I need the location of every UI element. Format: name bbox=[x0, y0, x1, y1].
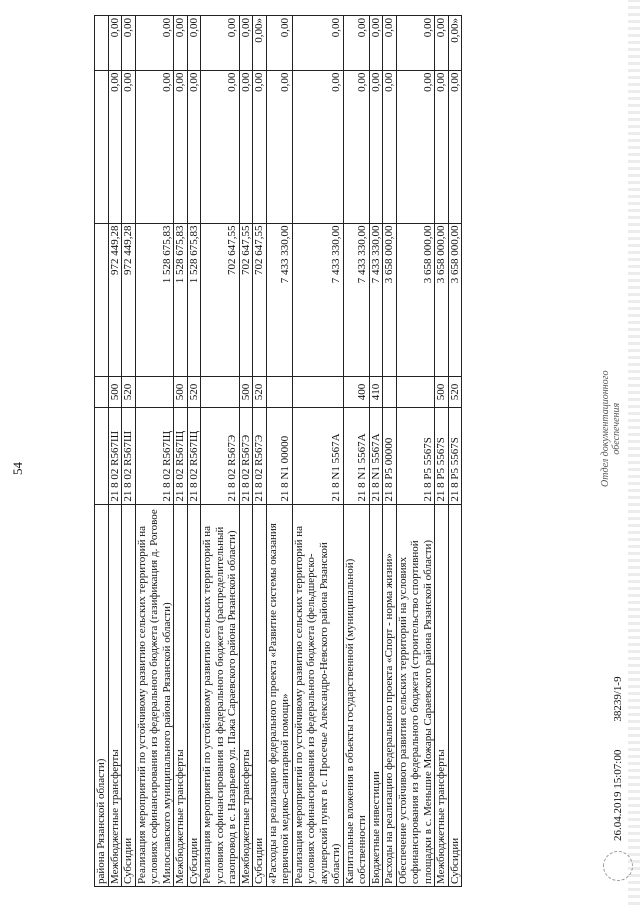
row-year3-cell: 0,00 bbox=[369, 16, 383, 71]
row-name-cell: Межбюджетные трансферты bbox=[435, 504, 449, 886]
row-code-cell: 21 8 02 R567Щ bbox=[187, 407, 201, 504]
row-type-cell: 500 bbox=[435, 377, 449, 408]
footer-doc-id: 38239/1-9 bbox=[612, 676, 624, 722]
row-year2-cell: 0,00 bbox=[135, 70, 174, 223]
row-amount-cell: 7 433 330,00 bbox=[343, 223, 369, 377]
row-code-cell: 21 8 02 R567Э bbox=[253, 407, 267, 504]
row-code-cell: 21 8 N1 5567А bbox=[369, 407, 383, 504]
row-type-cell: 520 bbox=[448, 377, 462, 408]
row-name-cell: Капитальные вложения в объекты государственной (муниципальной) собственности bbox=[343, 504, 369, 886]
row-type-cell: 410 bbox=[369, 377, 383, 408]
table-row bbox=[108, 16, 122, 887]
row-type-cell: 400 bbox=[343, 377, 369, 408]
row-year2-cell: 0,00 bbox=[383, 70, 397, 223]
row-year2-cell: 0,00 bbox=[253, 70, 267, 223]
row-year2-cell: 0,00 bbox=[435, 70, 449, 223]
table-row bbox=[135, 16, 174, 887]
department-stamp-line2: обеспечения bbox=[611, 402, 622, 455]
footer bbox=[603, 676, 633, 881]
row-amount-cell bbox=[95, 223, 109, 377]
row-type-cell: 500 bbox=[174, 377, 188, 408]
row-name-cell: района Рязанской области) bbox=[95, 504, 109, 886]
row-code-cell: 21 8 02 R567Э bbox=[201, 407, 240, 504]
table-row bbox=[174, 16, 188, 887]
table-row bbox=[201, 16, 240, 887]
table-row bbox=[435, 16, 449, 887]
row-type-cell: 500 bbox=[239, 377, 253, 408]
signature-mark-icon bbox=[603, 851, 633, 881]
row-year3-cell bbox=[95, 16, 109, 71]
row-code-cell: 21 8 P5 5567S bbox=[435, 407, 449, 504]
row-year3-cell: 0,00 bbox=[187, 16, 201, 71]
table-row bbox=[292, 16, 343, 887]
table-row bbox=[369, 16, 383, 887]
row-type-cell: 520 bbox=[122, 377, 136, 408]
table-row bbox=[448, 16, 462, 887]
row-type-cell bbox=[292, 377, 343, 408]
row-amount-cell: 3 658 000,00 bbox=[383, 223, 397, 377]
row-type-cell: 520 bbox=[253, 377, 267, 408]
row-year2-cell: 0,00 bbox=[201, 70, 240, 223]
row-amount-cell: 702 647,55 bbox=[201, 223, 240, 377]
row-year3-cell: 0,00 bbox=[174, 16, 188, 71]
row-year2-cell: 0,00 bbox=[108, 70, 122, 223]
row-name-cell: Расходы на реализацию федерального проекта «Спорт - норма жизни» bbox=[383, 504, 397, 886]
row-name-cell: Реализация мероприятий по устойчивому развитию сельских территорий на условиях софинансирования из федерального бюджета (фельдшерско-акушерский пункт в с. Просечье Александро-Невского района Рязанской области) bbox=[292, 504, 343, 886]
row-code-cell: 21 8 02 R567Э bbox=[239, 407, 253, 504]
row-year2-cell bbox=[95, 70, 109, 223]
row-code-cell: 21 8 02 R567Ш bbox=[108, 407, 122, 504]
row-year3-cell: 0,00 bbox=[135, 16, 174, 71]
footer-date: 26.04.2019 15:07:00 bbox=[612, 749, 624, 841]
row-amount-cell: 3 658 000,00 bbox=[396, 223, 435, 377]
row-code-cell: 21 8 02 R567Щ bbox=[135, 407, 174, 504]
row-type-cell: 500 bbox=[108, 377, 122, 408]
row-type-cell: 520 bbox=[187, 377, 201, 408]
row-type-cell bbox=[95, 377, 109, 408]
row-year2-cell: 0,00 bbox=[343, 70, 369, 223]
row-name-cell: Бюджетные инвестиции bbox=[369, 504, 383, 886]
row-amount-cell: 7 433 330,00 bbox=[266, 223, 292, 377]
table-row bbox=[95, 16, 109, 887]
row-year3-cell: 0,00» bbox=[253, 16, 267, 71]
row-name-cell: Межбюджетные трансферты bbox=[174, 504, 188, 886]
row-name-cell: Обеспечение устойчивого развития сельских территорий на условиях софинансирования из федерального бюджета (строительство спортивной площадки в с. Меньшие Можары Сараевского района Рязанской области) bbox=[396, 504, 435, 886]
table-row bbox=[396, 16, 435, 887]
row-code-cell: 21 8 P5 00000 bbox=[383, 407, 397, 504]
row-name-cell: Реализация мероприятий по устойчивому развитию сельских территорий на условиях софинансирования из федерального бюджета (распределительный газопровод в с. Назарьево ул. Пажа Сараевского района Рязанской области) bbox=[201, 504, 240, 886]
row-year2-cell: 0,00 bbox=[292, 70, 343, 223]
row-code-cell: 21 8 02 R567Щ bbox=[174, 407, 188, 504]
row-code-cell: 21 8 P5 5567S bbox=[396, 407, 435, 504]
row-year3-cell: 0,00» bbox=[448, 16, 462, 71]
row-amount-cell: 702 647,55 bbox=[239, 223, 253, 377]
row-code-cell bbox=[95, 407, 109, 504]
row-code-cell: 21 8 N1 00000 bbox=[266, 407, 292, 504]
row-code-cell: 21 8 N1 5567А bbox=[292, 407, 343, 504]
row-year3-cell: 0,00 bbox=[122, 16, 136, 71]
row-year3-cell: 0,00 bbox=[396, 16, 435, 71]
row-year3-cell: 0,00 bbox=[383, 16, 397, 71]
row-name-cell: Реализация мероприятий по устойчивому развитию сельских территорий на условиях софинансирования из федерального бюджета (газификация д. Роговое Милославского муниципального района Рязанской области) bbox=[135, 504, 174, 886]
row-year2-cell: 0,00 bbox=[122, 70, 136, 223]
row-code-cell: 21 8 N1 5567А bbox=[343, 407, 369, 504]
row-amount-cell: 3 658 000,00 bbox=[435, 223, 449, 377]
row-type-cell bbox=[201, 377, 240, 408]
row-year3-cell: 0,00 bbox=[435, 16, 449, 71]
row-amount-cell: 1 528 675,83 bbox=[187, 223, 201, 377]
row-year3-cell: 0,00 bbox=[343, 16, 369, 71]
table-row bbox=[266, 16, 292, 887]
row-amount-cell: 972 449,28 bbox=[122, 223, 136, 377]
row-name-cell: Субсидии bbox=[187, 504, 201, 886]
row-name-cell: Межбюджетные трансферты bbox=[108, 504, 122, 886]
row-name-cell: «Расходы на реализацию федерального проекта «Развитие системы оказания первичной медико-санитарной помощи» bbox=[266, 504, 292, 886]
row-amount-cell: 3 658 000,00 bbox=[448, 223, 462, 377]
table-row bbox=[239, 16, 253, 887]
row-year2-cell: 0,00 bbox=[266, 70, 292, 223]
row-year2-cell: 0,00 bbox=[174, 70, 188, 223]
row-type-cell bbox=[396, 377, 435, 408]
table-row bbox=[343, 16, 369, 887]
row-year2-cell: 0,00 bbox=[187, 70, 201, 223]
row-name-cell: Субсидии bbox=[122, 504, 136, 886]
table-row bbox=[187, 16, 201, 887]
table-row bbox=[383, 16, 397, 887]
row-name-cell: Межбюджетные трансферты bbox=[239, 504, 253, 886]
row-code-cell: 21 8 02 R567Ш bbox=[122, 407, 136, 504]
row-amount-cell: 972 449,28 bbox=[108, 223, 122, 377]
row-year3-cell: 0,00 bbox=[108, 16, 122, 71]
row-type-cell bbox=[383, 377, 397, 408]
row-year3-cell: 0,00 bbox=[239, 16, 253, 71]
row-year2-cell: 0,00 bbox=[369, 70, 383, 223]
row-code-cell: 21 8 P5 5567S bbox=[448, 407, 462, 504]
row-name-cell: Субсидии bbox=[448, 504, 462, 886]
page-number: 54 bbox=[10, 462, 25, 475]
budget-table-body bbox=[95, 16, 462, 887]
row-year2-cell: 0,00 bbox=[396, 70, 435, 223]
row-year3-cell: 0,00 bbox=[292, 16, 343, 71]
budget-table bbox=[94, 15, 462, 887]
row-amount-cell: 7 433 330,00 bbox=[292, 223, 343, 377]
row-year2-cell: 0,00 bbox=[239, 70, 253, 223]
row-type-cell bbox=[135, 377, 174, 408]
row-year3-cell: 0,00 bbox=[266, 16, 292, 71]
row-amount-cell: 7 433 330,00 bbox=[369, 223, 383, 377]
row-year2-cell: 0,00 bbox=[448, 70, 462, 223]
row-year3-cell: 0,00 bbox=[201, 16, 240, 71]
row-type-cell bbox=[266, 377, 292, 408]
table-row bbox=[122, 16, 136, 887]
department-stamp bbox=[600, 370, 622, 487]
row-name-cell: Субсидии bbox=[253, 504, 267, 886]
row-amount-cell: 1 528 675,83 bbox=[135, 223, 174, 377]
department-stamp-line1: Отдел документационного bbox=[600, 370, 611, 487]
table-row bbox=[253, 16, 267, 887]
row-amount-cell: 1 528 675,83 bbox=[174, 223, 188, 377]
row-amount-cell: 702 647,55 bbox=[253, 223, 267, 377]
